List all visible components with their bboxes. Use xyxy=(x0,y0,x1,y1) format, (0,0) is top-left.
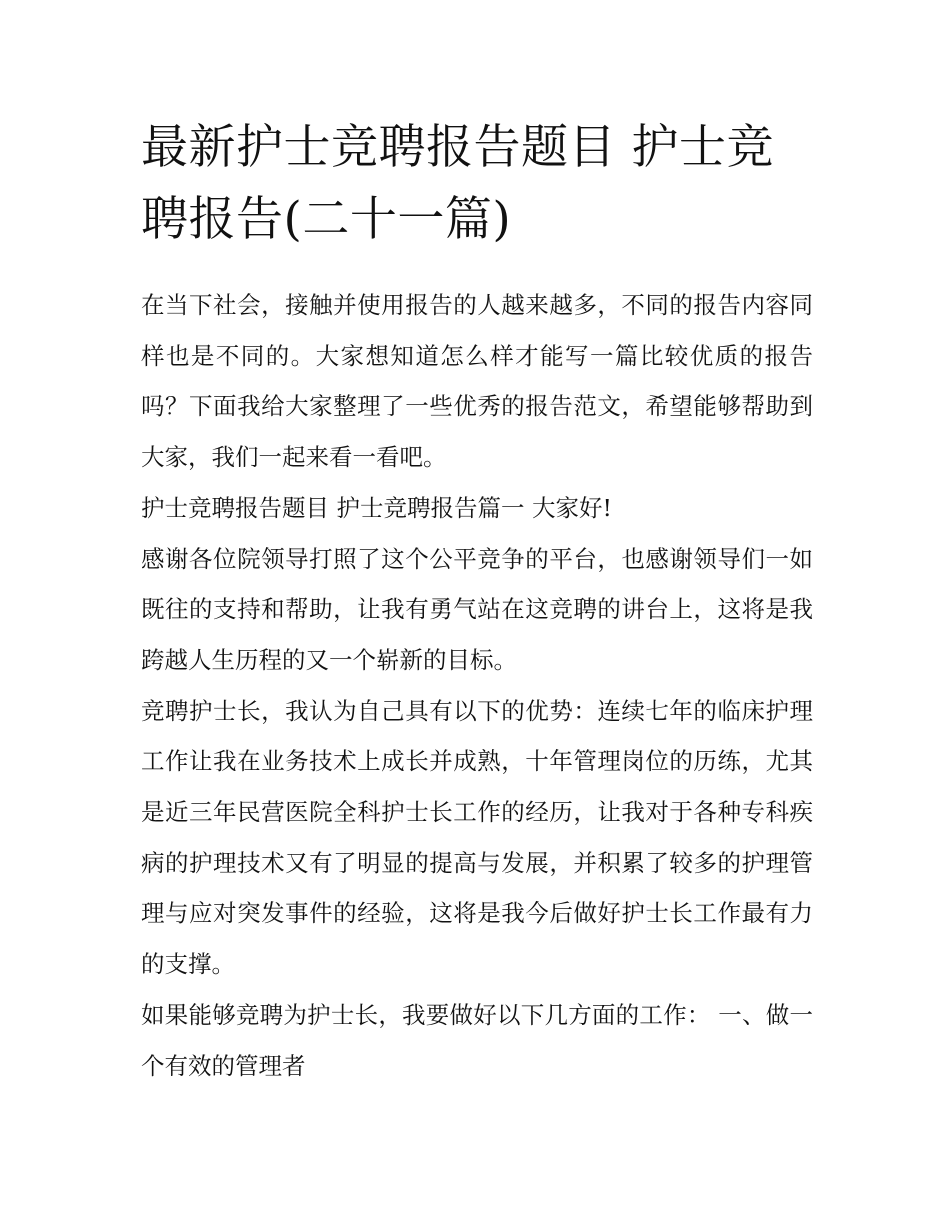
paragraph-advantages: 竞聘护士长，我认为自己具有以下的优势：连续七年的临床护理工作让我在业务技术上成长并成熟，十年管理岗位的历练，尤其是近三年民营医院全科护士长工作的经历，让我对于各种专科疾病的护理技术又有了明显的提高与发展，并积累了较多的护理管理与应对突发事件的经验，这将是我今后做好护士长工作最有力的支撑。 xyxy=(141,696,813,979)
paragraph-section-heading: 护士竞聘报告题目 护士竞聘报告篇一 大家好! xyxy=(141,493,612,522)
paragraph-intro: 在当下社会，接触并使用报告的人越来越多，不同的报告内容同样也是不同的。大家想知道怎么样才能写一篇比较优质的报告吗？下面我给大家整理了一些优秀的报告范文，希望能够帮助到大家，我们一起来看一看吧。 xyxy=(141,291,813,472)
document-title: 最新护士竞聘报告题目 护士竞聘报告(二十一篇) xyxy=(141,120,774,247)
document-page xyxy=(141,112,813,1091)
paragraph-plans: 如果能够竞聘为护士长，我要做好以下几方面的工作： 一、做一个有效的管理者 xyxy=(141,1000,813,1080)
paragraph-thanks: 感谢各位院领导打照了这个公平竞争的平台，也感谢领导们一如既往的支持和帮助，让我有勇气站在这竞聘的讲台上，这将是我跨越人生历程的又一个崭新的目标。 xyxy=(141,544,813,674)
document-body xyxy=(141,280,813,1091)
